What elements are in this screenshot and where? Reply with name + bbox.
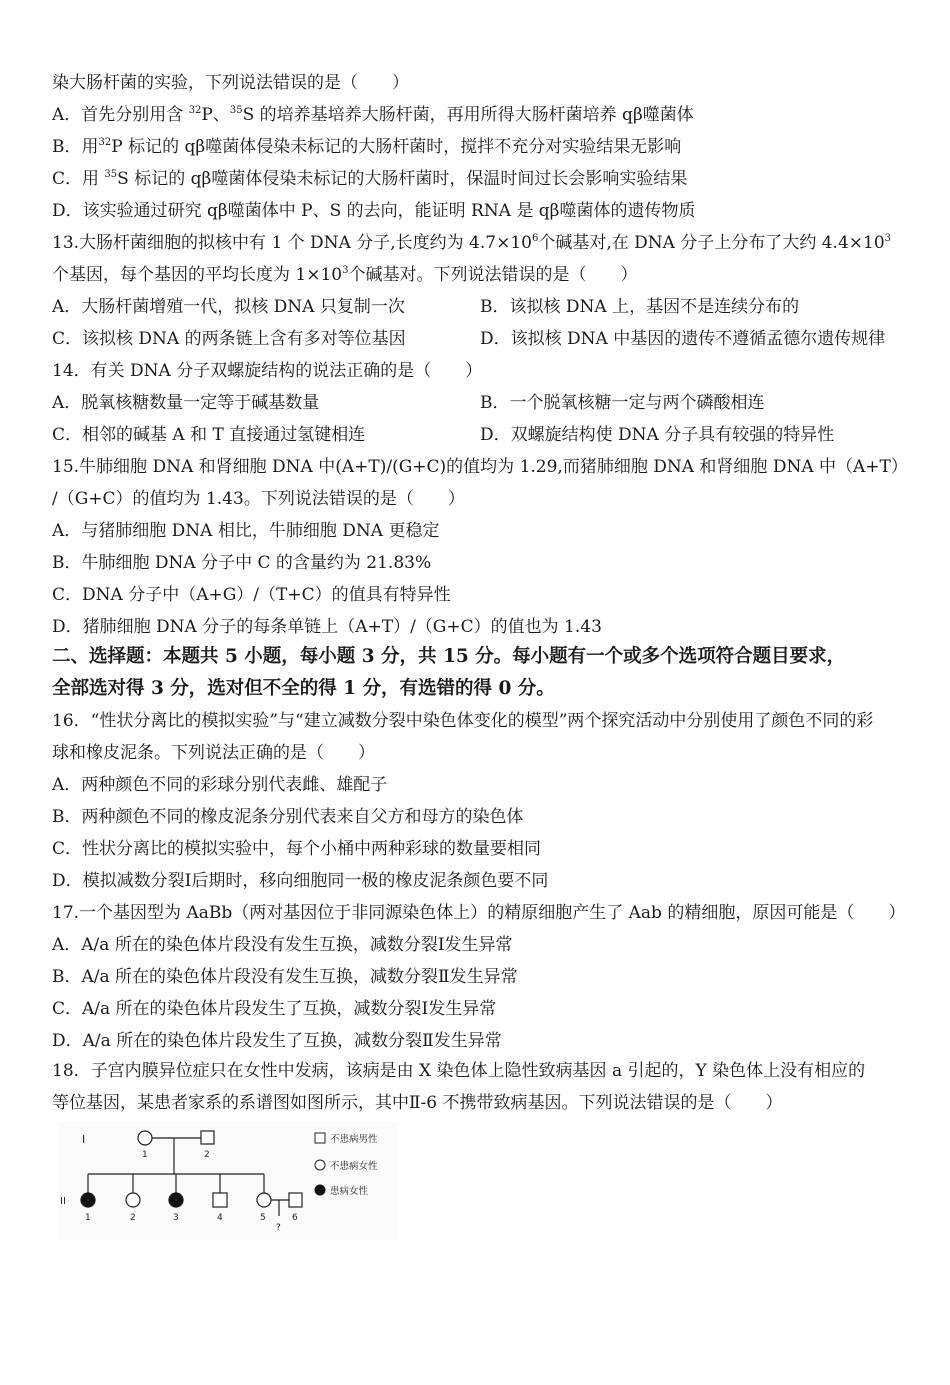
q17-option-a: A．A/a 所在的染色体片段没有发生互换，减数分裂Ⅰ发生异常 bbox=[52, 935, 513, 955]
pedigree-diagram bbox=[58, 1122, 398, 1240]
pedigree-II5-number: 5 bbox=[260, 1213, 266, 1223]
q17-stem: 17.一个基因型为 AaBb（两对基因位于非同源染色体上）的精原细胞产生了 Aab 的精细胞，原因可能是（ ） bbox=[52, 903, 906, 923]
pedigree-II2-unaffected-female-icon bbox=[126, 1193, 140, 1207]
q14-stem: 14．有关 DNA 分子双螺旋结构的说法正确的是（ ） bbox=[52, 361, 483, 381]
q16-option-a: A．两种颜色不同的彩球分别代表雌、雄配子 bbox=[52, 775, 388, 795]
q16-stem-line2: 球和橡皮泥条。下列说法正确的是（ ） bbox=[52, 743, 375, 763]
q12-option-c: C．用 $^{35}$S 标记的 qβ噬菌体侵染未标记的大肠杆菌时，保温时间过长会影响实验结果 bbox=[52, 169, 688, 189]
q17-option-c: C．A/a 所在的染色体片段发生了互换，减数分裂Ⅰ发生异常 bbox=[52, 999, 497, 1019]
pedigree-II2-number: 2 bbox=[130, 1213, 136, 1223]
pedigree-II4-number: 4 bbox=[217, 1213, 223, 1223]
pedigree-II6-unaffected-male-icon bbox=[289, 1193, 302, 1207]
q16-option-b: B．两种颜色不同的橡皮泥条分别代表来自父方和母方的染色体 bbox=[52, 807, 524, 827]
pedigree-II5-unaffected-female-icon bbox=[257, 1193, 271, 1207]
q14-option-a: A．脱氧核糖数量一定等于碱基数量 bbox=[52, 393, 320, 413]
pedigree-II4-unaffected-male-icon bbox=[213, 1193, 227, 1207]
pedigree-II1-affected-female-icon bbox=[81, 1193, 95, 1207]
q13-option-d: D．该拟核 DNA 中基因的遗传不遵循孟德尔遗传规律 bbox=[480, 329, 886, 349]
q13-option-c: C．该拟核 DNA 的两条链上含有多对等位基因 bbox=[52, 329, 406, 349]
pedigree-I2-unaffected-male-icon bbox=[201, 1131, 214, 1144]
q14-option-c: C．相邻的碱基 A 和 T 直接通过氢键相连 bbox=[52, 425, 366, 445]
pedigree-I1-number: 1 bbox=[142, 1150, 148, 1160]
legend-female-circle-icon bbox=[315, 1160, 325, 1170]
legend-unaffected-male-label: 不患病男性 bbox=[330, 1134, 378, 1145]
q12-stem-continuation: 染大肠杆菌的实验，下列说法错误的是（ ） bbox=[52, 73, 409, 93]
q15-stem-line2: /（G+C）的值均为 1.43。下列说法错误的是（ ） bbox=[52, 489, 465, 509]
section2-heading-line1: 二、选择题：本题共 5 小题，每小题 3 分，共 15 分。每小题有一个或多个选项符合题目要求， bbox=[52, 646, 846, 667]
q13-stem-line2: 个基因，每个基因的平均长度为 $1\times 10^3$个碱基对。下列说法错误的是（ ） bbox=[52, 265, 638, 285]
legend-affected-female-icon bbox=[315, 1185, 325, 1195]
pedigree-I1-unaffected-female-icon bbox=[138, 1131, 152, 1145]
q15-option-b: B．牛肺细胞 DNA 分子中 C 的含量约为 21.83% bbox=[52, 553, 432, 573]
q15-option-d: D．猪肺细胞 DNA 分子的每条单链上（A+T）/（G+C）的值也为 1.43 bbox=[52, 617, 602, 637]
q14-option-d: D．双螺旋结构使 DNA 分子具有较强的特异性 bbox=[480, 425, 835, 445]
q14-option-b: B．一个脱氧核糖一定与两个磷酸相连 bbox=[480, 393, 765, 413]
pedigree-unknown-offspring-mark: ? bbox=[276, 1223, 281, 1233]
q15-stem-line1: 15.牛肺细胞 DNA 和肾细胞 DNA 中(A+T)/(G+C)的值均为 1.29,而猪肺细胞 DNA 和肾细胞 DNA 中（A+T） bbox=[52, 457, 908, 477]
q18-stem-line2: 等位基因，某患者家系的系谱图如图所示，其中Ⅱ-6 不携带致病基因。下列说法错误的是（ ） bbox=[52, 1093, 783, 1113]
section2-heading-line2: 全部选对得 3 分，选对但不全的得 1 分，有选错的得 0 分。 bbox=[52, 678, 555, 699]
q15-option-c: C．DNA 分子中（A+G）/（T+C）的值具有特异性 bbox=[52, 585, 451, 605]
legend-male-square-icon bbox=[315, 1133, 325, 1143]
pedigree-II6-number: 6 bbox=[292, 1213, 298, 1223]
q15-option-a: A．与猪肺细胞 DNA 相比，牛肺细胞 DNA 更稳定 bbox=[52, 521, 440, 541]
pedigree-II3-affected-female-icon bbox=[169, 1193, 183, 1207]
pedigree-II1-number: 1 bbox=[85, 1213, 91, 1223]
q17-option-b: B．A/a 所在的染色体片段没有发生互换，减数分裂Ⅱ发生异常 bbox=[52, 967, 518, 987]
q17-option-d: D．A/a 所在的染色体片段发生了互换，减数分裂Ⅱ发生异常 bbox=[52, 1031, 502, 1051]
q12-option-b: B．用$^{32}$P 标记的 qβ噬菌体侵染未标记的大肠杆菌时，搅拌不充分对实验结果无影响 bbox=[52, 137, 682, 157]
q16-option-d: D．模拟减数分裂Ⅰ后期时，移向细胞同一极的橡皮泥条颜色要不同 bbox=[52, 871, 549, 891]
q16-option-c: C．性状分离比的模拟实验中，每个小桶中两种彩球的数量要相同 bbox=[52, 839, 542, 859]
legend-affected-female-label: 患病女性 bbox=[330, 1186, 369, 1197]
pedigree-I2-number: 2 bbox=[204, 1150, 210, 1160]
pedigree-II3-number: 3 bbox=[173, 1213, 179, 1223]
q13-option-a: A．大肠杆菌增殖一代，拟核 DNA 只复制一次 bbox=[52, 297, 405, 317]
q12-option-a: A．首先分别用含 $^{32}$P、$^{35}$S 的培养基培养大肠杆菌，再用所得大肠杆菌培养 qβ噬菌体 bbox=[52, 105, 694, 125]
q13-stem-line1: 13.大肠杆菌细胞的拟核中有 1 个 DNA 分子,长度约为 $4.7\times 10^6$个碱基对,在 DNA 分子上分布了大约 $4.4\times 10^3$ bbox=[52, 233, 892, 253]
q16-stem-line1: 16．“性状分离比的模拟实验”与“建立减数分裂中染色体变化的模型”两个探究活动中分别使用了颜色不同的彩 bbox=[52, 711, 874, 731]
q18-stem-line1: 18．子宫内膜异位症只在女性中发病，该病是由 X 染色体上隐性致病基因 a 引起的，Y 染色体上没有相应的 bbox=[52, 1061, 866, 1081]
q12-option-d: D．该实验通过研究 qβ噬菌体中 P、S 的去向，能证明 RNA 是 qβ噬菌体的遗传物质 bbox=[52, 201, 696, 221]
q13-option-b: B．该拟核 DNA 上，基因不是连续分布的 bbox=[480, 297, 800, 317]
generation-2-label: II bbox=[60, 1196, 66, 1207]
generation-1-label: I bbox=[82, 1133, 86, 1146]
legend-unaffected-female-label: 不患病女性 bbox=[330, 1161, 378, 1172]
